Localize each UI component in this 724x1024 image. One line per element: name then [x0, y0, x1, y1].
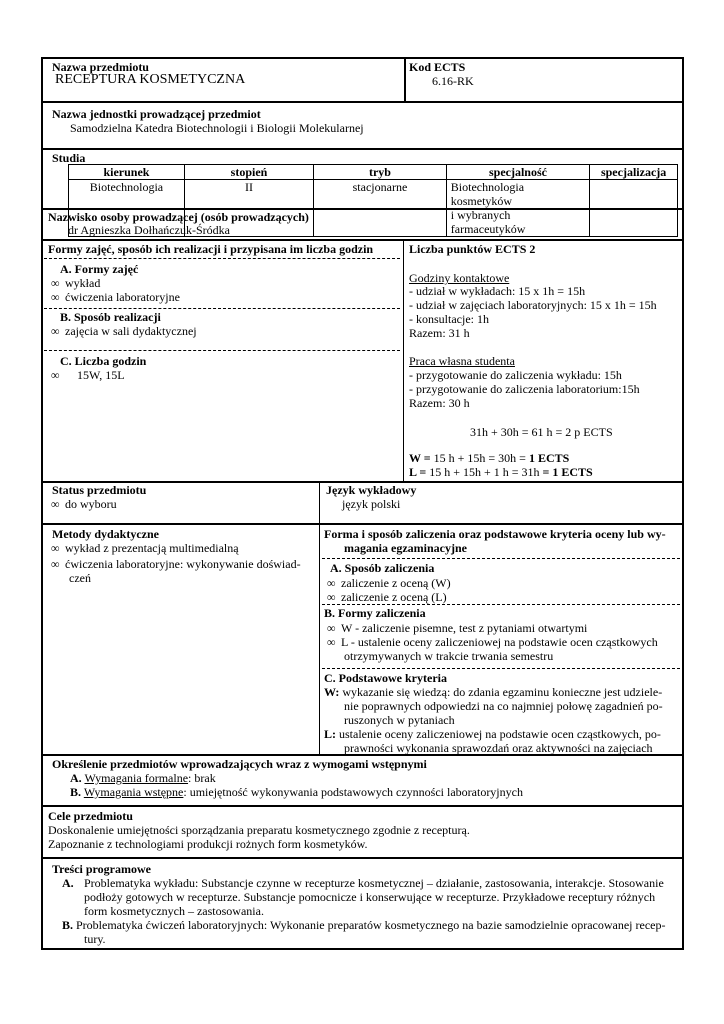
forms-a-title: A. Formy zajęć: [60, 262, 139, 276]
forms-b-title: B. Sposób realizacji: [60, 310, 161, 324]
contact-hours-title: Godziny kontaktowe: [409, 271, 510, 285]
bullet-icon: ∞: [51, 497, 60, 511]
studies-label: Studia: [52, 151, 86, 165]
methods-item-1: ∞ wykład z prezentacją multimedialną: [51, 541, 239, 555]
assess-a-item-1: ∞ zaliczenie z oceną (W): [327, 576, 451, 590]
col-specjalizacja: specjalizacja: [590, 165, 678, 180]
assess-b-item-2-cont: otrzymywanych w trakcie trwania semestru: [344, 649, 554, 663]
assess-b-item-1: ∞ W - zaliczenie pisemne, test z pytaniami otwartymi: [327, 621, 588, 635]
contact-line-1: - udział w wykładach: 15 x 1h = 15h: [409, 284, 586, 298]
bullet-icon: ∞: [51, 368, 60, 382]
goals-line-1: Doskonalenie umiejętności sporządzania preparatu kosmetycznego zgodnie z recepturą.: [48, 823, 470, 837]
content-b-line-1: Problematyka ćwiczeń laboratoryjnych: Wykonanie preparatów kosmetycznego na bazie samodzielnie opracowanej recep-: [76, 918, 666, 932]
prereq-b: B. Wymagania wstępne: umiejętność wykonywania podstawowych czynności laboratoryjnych: [70, 785, 523, 799]
criteria-w-line-2: nie poprawnych odpowiedzi na co najmniej połowę zagadnień po-: [344, 699, 663, 713]
subject-label: Nazwa przedmiotu: [52, 60, 149, 74]
unit-label: Nazwa jednostki prowadzącej przedmiot: [52, 107, 261, 121]
cell-stopien: II: [184, 180, 313, 237]
bullet-icon: ∞: [327, 576, 336, 590]
goals-line-2: Zapoznanie z technologiami produkcji rożnych form kosmetyków.: [48, 837, 368, 851]
divider: [41, 101, 684, 103]
col-stopien: stopień: [184, 165, 313, 180]
subject-value: RECEPTURA KOSMETYCZNA: [55, 72, 246, 87]
criteria-l-line-2: prawności wykonania sprawozdań oraz aktywności na zajęciach: [344, 741, 653, 755]
ects-code-label: Kod ECTS: [409, 60, 466, 74]
criteria-w-line-1: W: wykazanie się wiedzą: do zdania egzaminu konieczne jest udziele-: [324, 685, 663, 699]
divider: [319, 481, 320, 523]
prereq-a: A. Wymagania formalne: brak: [70, 771, 216, 785]
forms-a-item-1: ∞ wykład: [51, 276, 101, 290]
specjalnosc-line1: Biotechnologia kosmetyków: [450, 180, 525, 208]
methods-item-2-cont: czeń: [69, 571, 91, 585]
assess-b-item-2: ∞ L - ustalenie oceny zaliczeniowej na podstawie ocen cząstkowych: [327, 635, 658, 649]
assess-b-title: B. Formy zaliczenia: [324, 606, 426, 620]
unit-value: Samodzielna Katedra Biotechnologii i Biologii Molekularnej: [70, 121, 364, 135]
cell-tryb: stacjonarne: [314, 180, 447, 237]
assessment-title-1: Forma i sposób zaliczenia oraz podstawowe kryteria oceny lub wy-: [324, 527, 666, 541]
divider: [319, 523, 320, 754]
ects-l-line: L = 15 h + 15h + 1 h = 31h = 1 ECTS: [409, 465, 593, 479]
language-value: język polski: [342, 497, 401, 511]
bullet-icon: ∞: [51, 541, 60, 555]
content-b-prefix: B.: [62, 918, 74, 932]
content-a-line-2: podłoży gotowych w recepturze. Substancje pomocnicze i konserwujące w recepturze. Przykładowe receptury różnych: [84, 890, 656, 904]
criteria-w-line-3: ruszonych w pytaniach: [344, 713, 455, 727]
specjalnosc-line2: i wybranych farmaceutyków: [450, 208, 526, 236]
col-tryb: tryb: [314, 165, 447, 180]
divider: [41, 754, 684, 756]
divider: [404, 57, 406, 102]
prereq-title: Określenie przedmiotów wprowadzających wraz z wymogami wstępnymi: [52, 757, 427, 771]
dashed-divider: [322, 668, 680, 669]
own-line-1: - przygotowanie do zaliczenia wykładu: 15h: [409, 368, 622, 382]
bullet-icon: ∞: [51, 276, 60, 290]
criteria-l-line-1: L: ustalenie oceny zaliczeniowej na podstawie ocen cząstkowych, po-: [324, 727, 661, 741]
ects-title: Liczba punktów ECTS 2: [409, 242, 536, 256]
bullet-icon: ∞: [51, 324, 60, 338]
own-line-3: Razem: 30 h: [409, 396, 470, 410]
ects-code-value: 6.16-RK: [432, 74, 474, 88]
divider: [41, 805, 684, 807]
bullet-icon: ∞: [51, 557, 60, 571]
bullet-icon: ∞: [51, 290, 60, 304]
status-value: ∞ do wyboru: [51, 497, 117, 511]
dashed-divider: [44, 258, 400, 259]
forms-title: Formy zajęć, sposób ich realizacji i przypisana im liczba godzin: [48, 242, 374, 256]
assess-a-item-2: ∞ zaliczenie z oceną (L): [327, 590, 447, 604]
content-a-line-3: form kosmetycznych – zastosowania.: [84, 904, 264, 918]
divider: [41, 239, 684, 241]
col-specjalnosc: specjalność: [446, 165, 589, 180]
forms-a-item-2: ∞ ćwiczenia laboratoryjne: [51, 290, 180, 304]
forms-b-item-1: ∞ zajęcia w sali dydaktycznej: [51, 324, 197, 338]
divider: [403, 239, 404, 481]
divider: [41, 523, 684, 525]
assess-c-title: C. Podstawowe kryteria: [324, 671, 447, 685]
lecturer-value: dr Agnieszka Dołhańczuk-Śródka: [68, 223, 230, 237]
dashed-divider: [322, 558, 680, 559]
lecturer-label: Nazwisko osoby prowadzącej (osób prowadzących): [48, 210, 309, 224]
forms-c-title: C. Liczba godzin: [60, 354, 147, 368]
status-label: Status przedmiotu: [52, 483, 147, 497]
divider: [41, 148, 684, 150]
dashed-divider: [44, 350, 400, 351]
contact-line-4: Razem: 31 h: [409, 326, 470, 340]
content-a-line-1: Problematyka wykładu: Substancje czynne w recepturze kosmetycznej – działanie, zastosowania, interakcje. Stosowanie: [84, 876, 664, 890]
bullet-icon: ∞: [327, 635, 336, 649]
assessment-title-2: magania egzaminacyjne: [344, 541, 467, 555]
dashed-divider: [44, 308, 400, 309]
content-b-line-2: tury.: [84, 932, 106, 946]
methods-label: Metody dydaktyczne: [52, 527, 159, 541]
bullet-icon: ∞: [327, 590, 336, 604]
methods-item-2: ∞ ćwiczenia laboratoryjne: wykonywanie doświad-: [51, 557, 301, 571]
col-kierunek: kierunek: [69, 165, 185, 180]
own-line-2: - przygotowanie do zaliczenia laboratorium:15h: [409, 382, 640, 396]
content-title: Treści programowe: [52, 862, 151, 876]
divider: [41, 857, 684, 859]
language-label: Język wykładowy: [326, 483, 417, 497]
own-work-title: Praca własna studenta: [409, 354, 515, 368]
contact-line-3: - konsultacje: 1h: [409, 312, 489, 326]
goals-title: Cele przedmiotu: [48, 809, 133, 823]
bullet-icon: ∞: [327, 621, 336, 635]
dashed-divider: [322, 604, 680, 605]
ects-sum: 31h + 30h = 61 h = 2 p ECTS: [470, 425, 613, 439]
content-a-prefix: A.: [62, 876, 74, 890]
ects-w-line: W = 15 h + 15h = 30h = 1 ECTS: [409, 451, 570, 465]
forms-c-item-1: ∞ 15W, 15L: [51, 368, 125, 382]
contact-line-2: - udział w zajęciach laboratoryjnych: 15 x 1h = 15h: [409, 298, 657, 312]
cell-kierunek: Biotechnologia: [69, 180, 185, 237]
assess-a-title: A. Sposób zaliczenia: [330, 561, 435, 575]
